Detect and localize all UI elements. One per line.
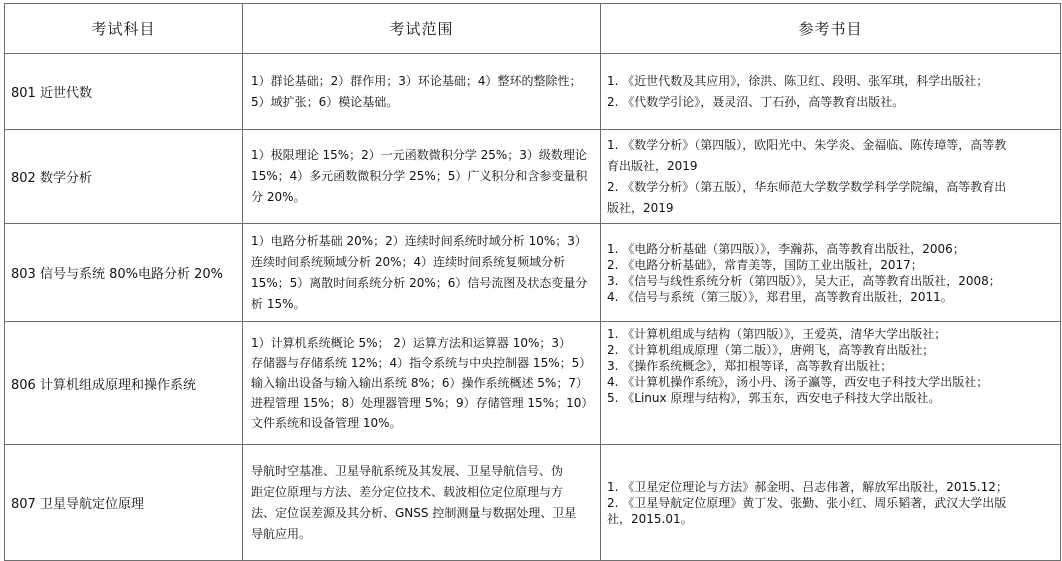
scope-line: 连续时间系统频域分析 20%；4）连续时间系统复频域分析: [251, 254, 566, 269]
scope-cell: [243, 130, 601, 224]
books-cell: [601, 130, 1061, 224]
scope-line: 存储器与存储系统 12%；4）指令系统与中央控制器 15%；5）: [251, 356, 592, 370]
exam-syllabus-table: [4, 3, 1061, 561]
header-scope: 考试范围: [243, 4, 601, 54]
subject-cell: 802 数学分析: [5, 130, 243, 224]
scope-line: 析 15%。: [251, 296, 306, 311]
book-line: 3. 《信号与线性系统分析（第四版）》，吴大正，高等教育出版社，2008；: [607, 273, 1001, 288]
scope-line: 法、定位误差源及其分析、GNSS 控制测量与数据处理、卫星: [251, 505, 577, 520]
table-row: [5, 445, 1061, 561]
books-cell: [601, 322, 1061, 445]
book-line: 1. 《计算机组成与结构（第四版）》，王爱英，清华大学出版社；: [607, 327, 947, 341]
table-row: [5, 322, 1061, 445]
book-line: 育出版社，2019: [607, 158, 698, 173]
scope-cell: [243, 322, 601, 445]
book-line: 社，2015.01。: [607, 511, 693, 526]
subject-cell: 801 近世代数: [5, 54, 243, 130]
book-line: 4. 《计算机操作系统》，汤小丹、汤子瀛等，西安电子科技大学出版社；: [607, 375, 989, 389]
table-row: [5, 130, 1061, 224]
book-line: 5. 《Linux 原理与结构》，郭玉东，西安电子科技大学出版社。: [607, 391, 941, 405]
scope-line: 5）域扩张；6）模论基础。: [251, 94, 399, 109]
scope-line: 距定位原理与方法、差分定位技术、载波相位定位原理与方: [251, 484, 564, 499]
scope-cell: [243, 445, 601, 561]
book-line: 1. 《卫星定位理论与方法》郝金明、吕志伟著，解放军出版社，2015.12；: [607, 479, 1008, 494]
book-line: 2. 《代数学引论》，聂灵沼、丁石孙，高等教育出版社。: [607, 94, 905, 109]
book-line: 1. 《近世代数及其应用》，徐洪、陈卫红、段明、张军琪，科学出版社；: [607, 73, 989, 88]
subject-cell: 803 信号与系统 80%电路分析 20%: [5, 224, 243, 322]
scope-line: 15%；5）离散时间系统分析 20%；6）信号流图及状态变量分: [251, 275, 588, 290]
header-books: 参考书目: [601, 4, 1061, 54]
books-cell: [601, 224, 1061, 322]
scope-line: 15%；4）多元函数微积分学 25%；5）广义积分和含参变量积: [251, 169, 588, 183]
book-line: 1. 《电路分析基础（第四版）》，李瀚荪，高等教育出版社，2006；: [607, 241, 965, 256]
scope-cell: [243, 54, 601, 130]
header-subject: 考试科目: [5, 4, 243, 54]
header-row: [5, 4, 1061, 54]
scope-line: 进程管理 15%；8）处理器管理 5%；9）存储管理 15%；10）: [251, 396, 594, 410]
scope-line: 文件系统和设备管理 10%。: [251, 416, 402, 430]
scope-line: 输入输出设备与输入输出系统 8%；6）操作系统概述 5%；7）: [251, 376, 588, 390]
scope-cell: [243, 224, 601, 322]
scope-line: 分 20%。: [251, 190, 306, 204]
table-row: [5, 224, 1061, 322]
book-line: 2. 《电路分析基础》，常青美等，国防工业出版社，2017；: [607, 257, 923, 272]
books-cell: [601, 445, 1061, 561]
scope-line: 导航时空基准、卫星导航系统及其发展、卫星导航信号、伪: [251, 463, 564, 478]
subject-cell: 807 卫星导航定位原理: [5, 445, 243, 561]
book-line: 2. 《计算机组成原理（第二版）》，唐朔飞，高等教育出版社；: [607, 343, 935, 357]
subject-cell: 806 计算机组成原理和操作系统: [5, 322, 243, 445]
scope-line: 导航应用。: [251, 526, 312, 541]
book-line: 版社，2019: [607, 200, 674, 215]
book-line: 3. 《操作系统概念》，郑扣根等译，高等教育出版社；: [607, 359, 893, 373]
books-cell: [601, 54, 1061, 130]
table-row: [5, 54, 1061, 130]
book-line: 2. 《数学分析》（第五版），华东师范大学数学数学科学学院编，高等教育出: [607, 179, 1007, 194]
book-line: 4. 《信号与系统（第三版）》，郑君里，高等教育出版社，2011。: [607, 289, 953, 304]
book-line: 1. 《数学分析》（第四版），欧阳光中、朱学炎、金福临、陈传璋等，高等教: [607, 137, 1007, 152]
scope-line: 1）电路分析基础 20%；2）连续时间系统时域分析 10%；3）: [251, 233, 587, 248]
scope-line: 1）极限理论 15%；2）一元函数微积分学 25%；3）级数理论: [251, 148, 587, 162]
scope-line: 1）群论基础；2）群作用；3）环论基础；4）整环的整除性；: [251, 73, 582, 88]
book-line: 2. 《卫星导航定位原理》黄丁发、张勤、张小红、周乐韬著，武汉大学出版: [607, 495, 1007, 510]
scope-line: 1）计算机系统概论 5%； 2）运算方法和运算器 10%；3）: [251, 336, 572, 350]
